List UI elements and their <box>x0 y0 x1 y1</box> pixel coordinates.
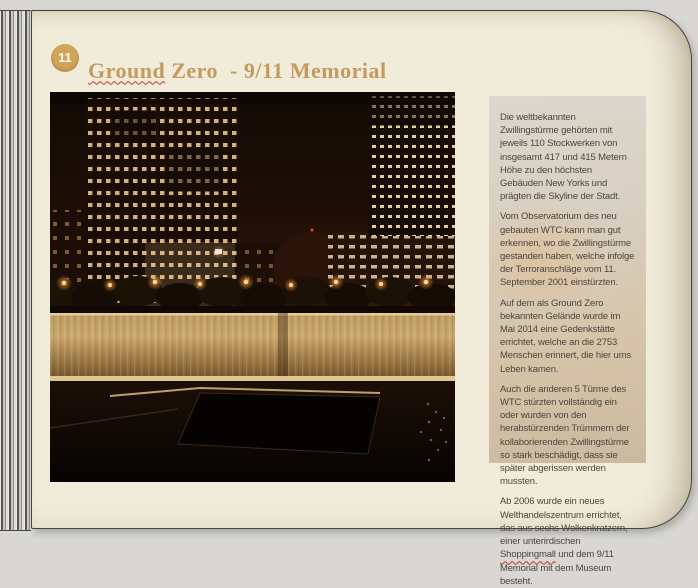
wall-parapet <box>50 306 455 313</box>
central-void <box>178 393 380 454</box>
memorial-photo <box>50 92 455 482</box>
page-title: Ground Zero - 9/11 Memorial <box>88 57 387 83</box>
waterfall-streaks <box>50 313 455 381</box>
us-flag <box>215 249 222 254</box>
building-shade <box>110 110 155 142</box>
info-text-panel <box>489 96 646 587</box>
building-shade <box>168 150 223 192</box>
book-page-stack-edge <box>0 10 31 531</box>
wall-center-shadow <box>278 313 288 381</box>
memorial-photo-graphic <box>50 92 455 482</box>
info-paragraph: Die weltbekannten Zwillingstürme gehörten mit jeweils 110 Stockwerken von insgesamt 417 und 415 Metern Höhe zu den höchsten Gebäuden New Yorks und prägten die Skyline der Stadt. <box>500 112 627 203</box>
info-paragraph: Vom Observatorium des neu gebauten WTC kann man gut erkennen, wo die Zwillingstürme gestanden haben, welche infolge der Terroranschläge vom 11. September 2001 einstürzten. <box>500 211 635 289</box>
info-paragraph: Auch die anderen 5 Türme des WTC stürzten vollständig ein oder wurden von den herabstürzenden Trümmern der kollaborierenden Zwillingstürme so stark beschädigt, dass sie später abgerissen werden mussten. <box>500 383 630 488</box>
photo-vignette-top <box>50 92 455 104</box>
wall-top-highlight <box>50 313 455 316</box>
info-paragraph: Auf dem als Ground Zero bekannten Gelände wurde im Mai 2014 eine Gedenkstätte errichtet, welche an die 2753 Menschen erinnert, die hier ums Leben kamen. <box>500 297 632 375</box>
chapter-number-badge <box>51 44 79 72</box>
wall-bottom-lip <box>50 376 455 381</box>
beacon-light <box>310 228 313 231</box>
chapter-number: 11 <box>58 51 72 65</box>
info-paragraph: Ab 2006 wurde ein neues Welthandelszentrum errichtet, das aus sechs Wolkenkratzern, einer unterirdischen Shoppingmall und dem 9/11 Memorial mit dem Museum besteht. <box>500 496 628 587</box>
